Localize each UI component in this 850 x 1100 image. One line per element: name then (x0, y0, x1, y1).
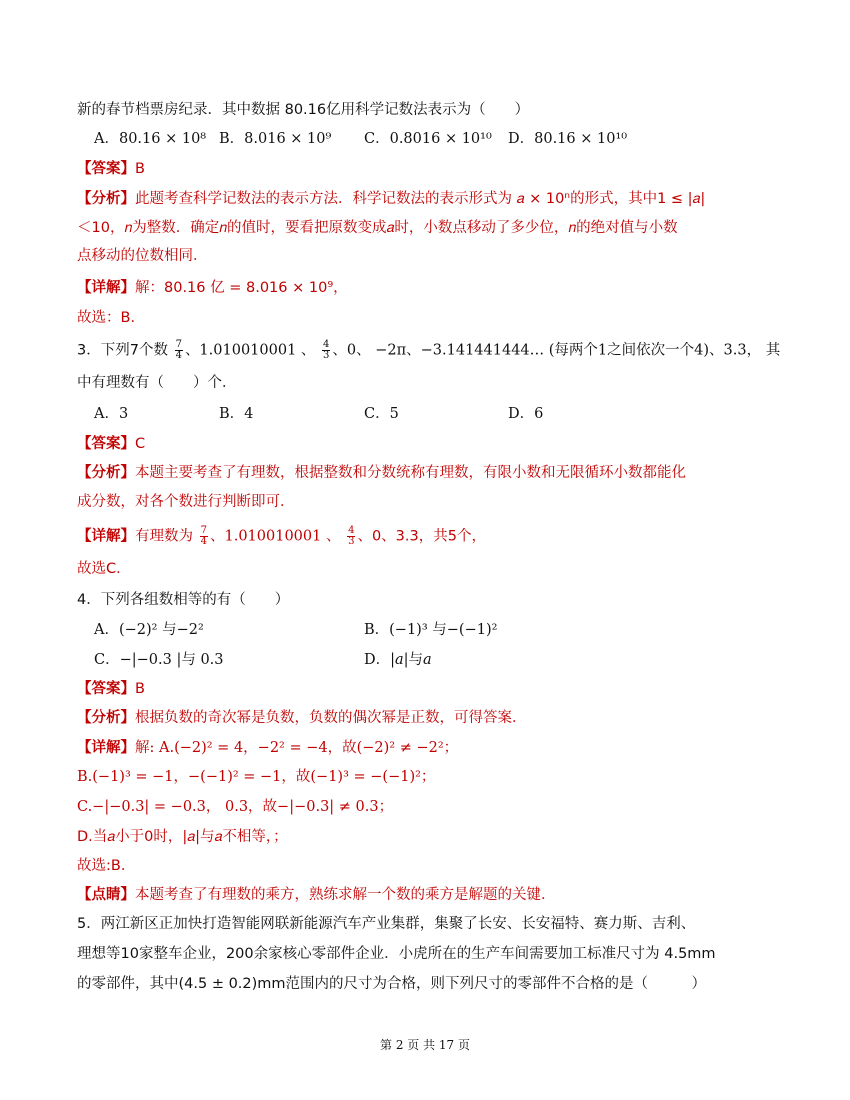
answer-value: C (135, 436, 146, 452)
fraction-4-3 (322, 340, 330, 361)
q4-option-a: A．(−2)² 与−2² (94, 622, 204, 638)
q2-option-a: A．80.16 × 10⁸ (94, 131, 207, 147)
analysis-text: 本题主要考查了有理数，根据整数和分数统称有理数，有限小数和无限循环小数都能化 (135, 465, 686, 481)
q4-option-c: C．−|−0.3 |与 0.3 (94, 652, 224, 668)
q3-stem-part-a: 3．下列7个数 (77, 342, 168, 359)
fraction-7-4 (175, 340, 183, 361)
detail-text-b: 、1.010010001 、 (209, 528, 341, 545)
q3-stem-part-b: 、1.010010001 、 (184, 342, 316, 359)
analysis-tag: 【分析】 (77, 710, 135, 726)
q3-stem-part-c: 、0、 −2π、−3.141441444… (每两个1之间依次一个4)、3.3， 其 (332, 342, 781, 359)
q4-detail-line3: C.−|−0.3| = −0.3， 0.3，故−|−0.3| ≠ 0.3； (77, 799, 394, 815)
q2-option-c: C．0.8016 × 10¹⁰ (364, 131, 492, 147)
answer-tag: 【答案】 (77, 436, 135, 452)
q3-analysis-line2: 成分数，对各个数进行判断即可． (77, 494, 295, 510)
q2-analysis-line1 (77, 189, 705, 209)
q3-option-a: A．3 (94, 406, 129, 422)
q3-option-b: B．4 (219, 406, 254, 422)
fraction-denominator: 4 (175, 350, 182, 361)
q2-stem: 新的春节档票房纪录．其中数据 80.16亿用科学记数法表示为（ ） (77, 102, 530, 118)
detail-tag: 【详解】 (77, 528, 135, 545)
q4-analysis (77, 708, 527, 728)
fraction-4-3 (347, 526, 355, 547)
detail-text: 解：80.16 亿 = 8.016 × 10⁹， (135, 280, 348, 296)
q2-analysis-line3: 点移动的位数相同． (77, 248, 208, 264)
answer-tag: 【答案】 (77, 161, 135, 177)
fraction-7-4 (200, 526, 208, 547)
q4-option-b: B．(−1)³ 与−(−1)² (364, 622, 498, 638)
q3-option-d: D．6 (508, 406, 544, 422)
q2-answer (77, 159, 145, 179)
q2-option-b: B．8.016 × 10⁹ (219, 131, 332, 147)
q4-detail-line2: B.(−1)³ = −1，−(−1)² = −1，故(−1)³ = −(−1)²； (77, 769, 436, 785)
q3-answer (77, 434, 145, 454)
fraction-denominator: 3 (323, 350, 330, 361)
analysis-text: 根据负数的奇次幂是负数，负数的偶次幂是正数，可得答案． (135, 710, 527, 726)
fraction-denominator: 4 (200, 536, 207, 547)
q2-option-d: D．80.16 × 10¹⁰ (508, 131, 628, 147)
answer-value: B (135, 681, 145, 697)
q3-choose: 故选C． (77, 561, 131, 577)
q4-detail-line4: D.当𝑎小于0时，|𝑎|与𝑎不相等，； (77, 829, 288, 845)
comment-text: 本题考查了有理数的乘方，熟练求解一个数的乘方是解题的关键． (135, 887, 556, 903)
fraction-denominator: 3 (348, 536, 355, 547)
comment-tag: 【点睛】 (77, 887, 135, 903)
fraction-numerator: 7 (200, 525, 207, 536)
detail-text-c: 、0、3.3，共5个， (357, 528, 486, 545)
fraction-numerator: 7 (175, 339, 182, 350)
q4-choose: 故选:B． (77, 858, 136, 874)
q4-stem: 4．下列各组数相等的有（ ） (77, 592, 290, 608)
q2-detail (77, 278, 348, 298)
q2-choose: 故选：B． (77, 310, 145, 326)
analysis-text: 此题考查科学记数法的表示方法．科学记数法的表示形式为 𝑎 × 10ⁿ的形式，其中1 ≤ |𝑎| (135, 191, 706, 207)
q4-comment (77, 885, 556, 905)
q3-detail (77, 526, 486, 547)
detail-text: 解: A.(−2)² = 4，−2² = −4，故(−2)² ≠ −2²； (135, 740, 459, 756)
answer-value: B (135, 161, 145, 177)
q3-stem-line1 (77, 340, 780, 361)
q5-line3: 的零部件，其中(4.5 ± 0.2)mm范围内的尺寸为合格，则下列尺寸的零部件不合格的是（ ） (77, 976, 707, 992)
detail-tag: 【详解】 (77, 740, 135, 756)
q3-stem-line2: 中有理数有（ ）个． (77, 375, 237, 391)
analysis-tag: 【分析】 (77, 465, 135, 481)
analysis-tag: 【分析】 (77, 191, 135, 207)
q4-answer (77, 679, 145, 699)
page-footer: 第 2 页 共 17 页 (380, 1038, 470, 1052)
q3-option-c: C．5 (364, 406, 399, 422)
q5-line1: 5．两江新区正加快打造智能网联新能源汽车产业集群，集聚了长安、长安福特、赛力斯、吉利、 (77, 916, 696, 932)
q3-analysis-line1 (77, 463, 686, 483)
q4-detail-line1 (77, 738, 458, 758)
q2-analysis-line2: ＜10，𝑛为整数．确定𝑛的值时，要看把原数变成𝑎时，小数点移动了多少位，𝑛的绝对值与小数 (77, 220, 678, 236)
q5-line2: 理想等10家整车企业，200余家核心零部件企业．小虎所在的生产车间需要加工标准尺寸为 4.5mm (77, 946, 716, 962)
fraction-numerator: 4 (323, 339, 330, 350)
fraction-numerator: 4 (348, 525, 355, 536)
q4-option-d: D．|𝑎|与𝑎 (364, 652, 432, 668)
detail-tag: 【详解】 (77, 280, 135, 296)
answer-tag: 【答案】 (77, 681, 135, 697)
detail-text-a: 有理数为 (135, 528, 193, 545)
